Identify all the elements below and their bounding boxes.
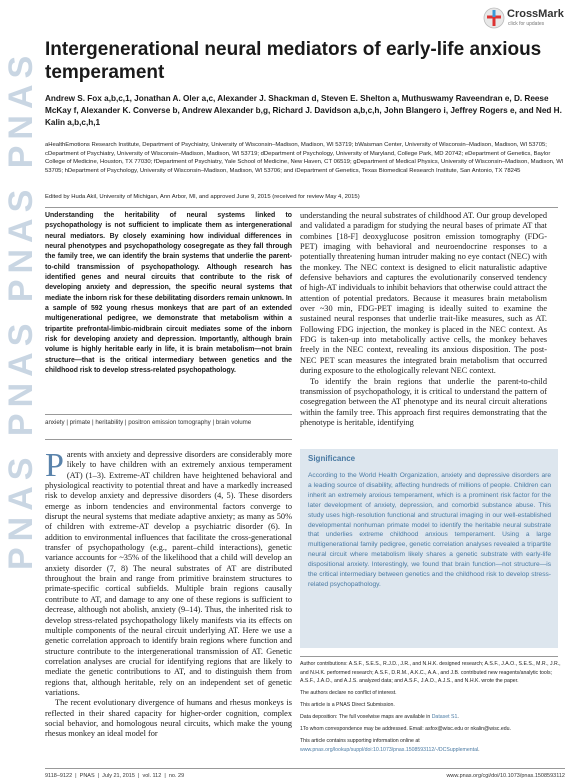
author-list: Andrew S. Fox a,b,c,1, Jonathan A. Oler a,c, Alexander J. Shackman d, Steven E. Shelton a, Muthuswamy Raveendran e, D. Reese McKay f, Alexander K. Converse b, Andrew Alexander b,g, Richard J. Davidson a,b,c,h, John Blangero i, Jeffrey Rogers e, and Ned H. Kalin a,b,c,h,1 <box>45 94 562 127</box>
journal-sidebar <box>0 0 40 783</box>
crossmark-subtext: click for updates <box>508 21 545 27</box>
intro-paragraph <box>45 447 292 698</box>
intro-text: arents with anxiety and depressive disorders are considerably more likely to have children with an extremely anxious temperament (AT) (1–3). Extreme-AT children have heightened behavioral and physiological reactivity to potential threat and have a markedly increased risk to develop anxiety and depressive disorders (4, 5). These disorders emerge as inborn tendencies and environmental factors converge to disrupt the neural systems that mediate adaptive anxiety; as many as 50% of children with extreme-AT develop a psychiatric disorder (6). In addition to environmental influences that facilitate the cross-generational transfer of psychopathology (e.g., parent–child interactions), genetic variance accounts for ~35% of the likelihood that a child will develop an anxiety disorder (7, 8) The neural substrates of AT are distributed throughout the brain and range from primitive brainstem structures to primate-specific cortical subfields. Multiple brain regions causally contribute to AT, and damage to any one of these regions is sufficient to decrease, although not abolish, anxiety (9–14). Thus, the inherited risk to develop stress-related psychopathology likely manifests via its effects on multiple components of the neural circuit underlying AT. Here we use a genetic correlation approach to identify brain regions where function and structure contribute to the intergenerational transmission of AT. Genetic correlation analyses are crucial for identifying regions that are likely to mediate the genetic contributions to AT, and to distinguish them from regions that, although heritable, rely on an independent set of genetic variations. <box>45 450 292 697</box>
significance-text: According to the World Health Organization, anxiety and depressive disorders are a leading source of disability, affecting hundreds of millions of people. Children can inherit an extremely anxious temperament, which is a prominent risk factor for the later development of anxiety, depression, and comorbid substance abuse. This study uses high-resolution functional and structural imaging in our well-established developmental nonhuman primate model to identify the heritable neural substrate that underlies extreme childhood anxious temperament. Using a large multigenerational family pedigree, genetic correlation analyses revealed a tripartite neural circuit where metabolism likely shares a genetic substrate with early-life dispositional anxiety. Interestingly, we found that brain function—not structure—is the critical intermediary between genetics and the childhood risk to develop stress-related psychopathology. <box>308 472 551 588</box>
dataset-link[interactable]: Dataset S1 <box>431 714 458 720</box>
keywords: anxiety | primate | heritability | positron emission tomography | brain volume <box>45 419 252 426</box>
body-column-right <box>300 211 547 428</box>
keywords-bottom-rule <box>45 439 292 440</box>
footer-citation: 9118–9122 | PNAS | July 21, 2015 | vol. 112 | no. 29 <box>45 773 185 779</box>
crossmark-badge[interactable] <box>483 7 575 33</box>
crossmark-icon <box>483 7 505 29</box>
data-deposition: Data deposition: The full voxelwise maps are available in Dataset S1. <box>300 714 459 720</box>
supporting-info: This article contains supporting information online at www.pnas.org/lookup/suppl/doi:10.1073/pnas.1508593112/-/DCSupplemental. <box>300 738 480 753</box>
article-title: Intergenerational neural mediators of early-life anxious temperament <box>45 39 542 83</box>
correspondence-note: 1To whom correspondence may be addressed. Email: asfox@wisc.edu or nkalin@wisc.edu. <box>300 726 511 732</box>
journal-brand-vertical: PNAS PNAS PNAS PNAS <box>2 49 40 570</box>
direct-submission-note: This article is a PNAS Direct Submission. <box>300 702 395 708</box>
body-column-left <box>45 447 292 740</box>
supporting-info-link[interactable]: www.pnas.org/lookup/suppl/doi:10.1073/pnas.1508593112/-/DCSupplemental <box>300 746 479 753</box>
footer-rule <box>45 768 565 769</box>
author-contributions: Author contributions: A.S.F., S.E.S., R.J.D., J.R., and N.H.K. designed research; A.S.F., J.A.O., S.E.S., M.R., J.R., and N.H.K. performed research; A.S.F., D.R.M., A.K.C., A.A., and J.B. contributed new reagents/analytic tools; A.S.F., J.A.O., and A.J.S. analyzed data; and A.S.F., J.A.O., A.J.S., and N.H.K. wrote the paper. <box>300 661 561 684</box>
data-deposition-text: Data deposition: The full voxelwise maps are available in <box>300 714 432 720</box>
body-paragraph: The recent evolutionary divergence of humans and rhesus monkeys is reflected in their shared capacity for higher-order cognition, complex social behavior, and homologous neural circuits, which make the young rhesus monkey an ideal model for <box>45 698 292 739</box>
footnotes-rule <box>300 656 558 657</box>
footnotes <box>300 660 565 758</box>
footer-doi[interactable]: www.pnas.org/cgi/doi/10.1073/pnas.1508593112 <box>446 773 565 779</box>
conflict-statement: The authors declare no conflict of interest. <box>300 690 397 696</box>
abstract-top-rule <box>45 207 558 208</box>
significance-box <box>300 449 558 648</box>
affiliations: aHealthEmotions Research Institute, Department of Psychiatry, University of Wisconsin–Madison, Madison, WI 53719; bWaisman Center, University of Wisconsin–Madison, Madison, WI 53705; cDepartment of Psychiatry, University of Wisconsin–Madison, Madison, WI 53719; dDepartment of Psychology, University of Maryland, College Park, MD 20742; eDepartment of Genetics, Baylor College of Medicine, Houston, TX 77030; fDepartment of Psychiatry, Yale School of Medicine, New Haven, CT 06519; gDepartment of Medical Physics, University of Wisconsin–Madison, Madison, WI 53705; hDepartment of Psychology, University of Wisconsin–Madison, Madison, WI 53706; and iDepartment of Genetics, Texas Biomedical Research Institute, San Antonio, TX 78245 <box>45 142 564 175</box>
body-paragraph: understanding the neural substrates of childhood AT. Our group developed and validated a paradigm for studying the neural bases of primate AT that combines [18-F] deoxyglucose positron emission tomography (FDG-PET) imaging with behavioral and neuroendocrine responses to a potentially threatening human intruder making no eye contact (NEC) with the monkey. The NEC context is designed to elicit naturalistic adaptive defensive behaviors and captures the evolutionarily conserved tendency of high-AT individuals to inhibit behaviors that otherwise could attract the attention of potential predators. Because it measures brain metabolism over ~30 min, FDG-PET imaging is ideally suited to examine the sustained neural responses that underlie trait-like measures, such as AT. Following FDG injection, the monkey is placed in the NEC context. As FDG is taken-up into metabolically active cells, the monkey behaves freely in the NEC context, revealing its anxious disposition. The post-NEC PET scan measures the integrated brain metabolism that occurred during exposure to the ethologically relevant NEC context. <box>300 211 547 376</box>
crossmark-name: CrossMark <box>507 8 564 20</box>
editor-note: Edited by Huda Akil, University of Michigan, Ann Arbor, MI, and approved June 9, 2015 (received for review May 4, 2015) <box>45 194 360 200</box>
keywords-top-rule <box>45 414 292 415</box>
abstract: Understanding the heritability of neural systems linked to psychopathology is not sufficient to implicate them as intergenerational neural mediators. By closely examining how individual differences in neural phenotypes and psychopathology cosegregate as they fall through the family tree, we can identify the brain systems that underlie the parent-to-child transmission of psychopathology. Although research has identified genes and neural circuits that contribute to the risk of developing anxiety and depression, the specific neural systems that mediate the inborn risk for these debilitating disorders remain unknown. In a sample of 592 young rhesus monkeys that are part of an extended multigenerational pedigree, we demonstrate that metabolism within a tripartite prefrontal-limbic-midbrain circuit mediates some of the inborn risk for developing anxiety and depression. Importantly, although brain volume is highly heritable early in life, it is brain metabolism—not brain structure—that is the critical intermediary between genetics and the childhood risk to develop stress-related psychopathology. <box>45 212 292 375</box>
supporting-info-text: This article contains supporting information online at <box>300 738 420 744</box>
body-paragraph: To identify the brain regions that underlie the parent-to-child transmission of psychopathology, it is critical to understand the pattern of cosegregation between the AT phenotype and its neural circuit alterations within the family tree. This approach first requires demonstrating that the phenotype is heritable, identifying <box>300 376 547 427</box>
drop-cap: P <box>45 447 64 484</box>
significance-heading: Significance <box>308 454 356 463</box>
